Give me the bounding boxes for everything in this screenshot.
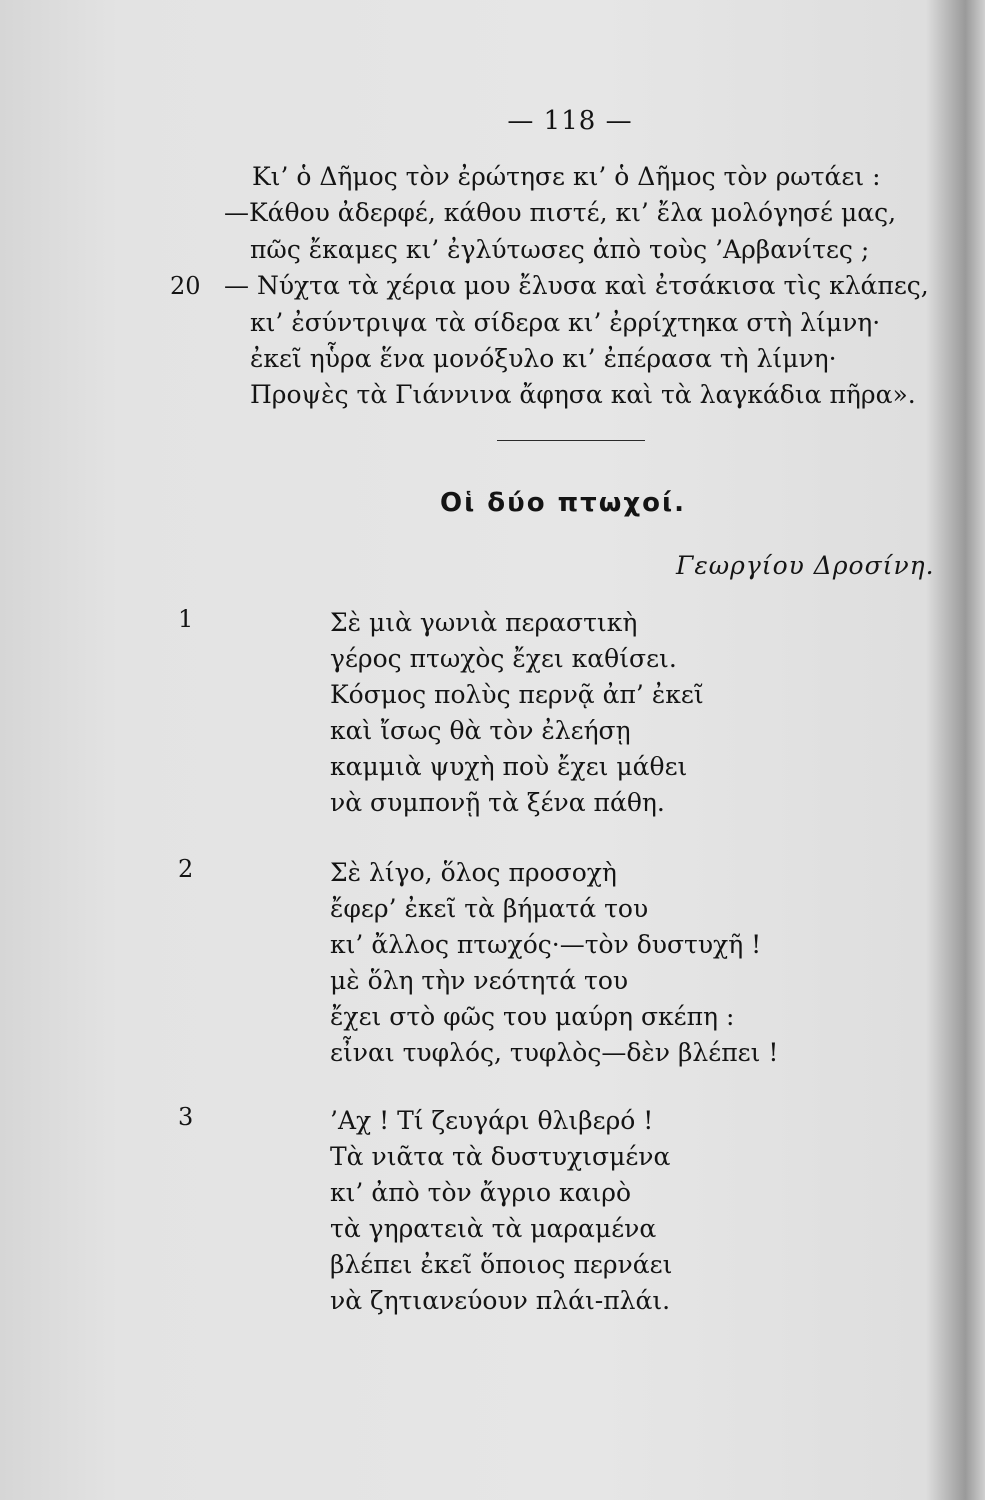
verse-line: Σὲ λίγο, ὅλος προσοχὴ xyxy=(330,858,617,887)
verse-line: —Κάθου ἀδερφέ, κάθου πιστέ, κι’ ἔλα μολόγησέ μας, xyxy=(224,198,897,227)
verse-line: βλέπει ἐκεῖ ὅποιος περνάει xyxy=(330,1250,673,1279)
stanza-number: 3 xyxy=(178,1103,194,1131)
stanza-number: 2 xyxy=(178,855,194,883)
verse-line: ἔχει στὸ φῶς του μαύρη σκέπη : xyxy=(330,1002,735,1031)
verse-line: κι’ ἄλλος πτωχός·—τὸν δυστυχῆ ! xyxy=(330,930,762,959)
section-divider xyxy=(497,440,645,441)
poem-author: Γεωργίου Δροσίνη. xyxy=(676,551,935,580)
stanza-number: 1 xyxy=(178,605,194,633)
verse-line: Κόσμος πολὺς περνᾷ ἀπ’ ἐκεῖ xyxy=(330,680,704,709)
verse-line: Προψὲς τὰ Γιάννινα ἄφησα καὶ τὰ λαγκάδια πῆρα». xyxy=(250,380,916,409)
verse-line: Τὰ νιᾶτα τὰ δυστυχισμένα xyxy=(330,1142,671,1171)
verse-line: Σὲ μιὰ γωνιὰ περαστικὴ xyxy=(330,608,638,637)
verse-line: τὰ γηρατειὰ τὰ μαραμένα xyxy=(330,1214,657,1243)
verse-line: νὰ ζητιανεύουν πλάι-πλάι. xyxy=(330,1286,671,1315)
verse-line: εἶναι τυφλός, τυφλὸς—δὲν βλέπει ! xyxy=(330,1038,779,1067)
verse-line: γέρος πτωχὸς ἔχει καθίσει. xyxy=(330,644,677,673)
verse-line: — Νύχτα τὰ χέρια μου ἔλυσα καὶ ἐτσάκισα τὶς κλάπες, xyxy=(224,271,929,300)
verse-line: νὰ συμπονῇ τὰ ξένα πάθη. xyxy=(330,788,665,817)
page-number: — 118 — xyxy=(507,106,633,136)
verse-line: κι’ ἐσύντριψα τὰ σίδερα κι’ ἐρρίχτηκα στὴ λίμνη· xyxy=(250,308,881,337)
verse-line: ’Αχ ! Τί ζευγάρι θλιβερό ! xyxy=(330,1106,654,1135)
verse-line: καὶ ἴσως θὰ τὸν ἐλεήσῃ xyxy=(330,716,631,745)
verse-line: μὲ ὅλη τὴν νεότητά του xyxy=(330,966,629,995)
verse-line: καμμιὰ ψυχὴ ποὺ ἔχει μάθει xyxy=(330,752,688,781)
verse-line: Κι’ ὁ Δῆμος τὸν ἐρώτησε κι’ ὁ Δῆμος τὸν ρωτάει : xyxy=(252,162,881,191)
verse-line: ἐκεῖ ηὗρα ἕνα μονόξυλο κι’ ἐπέρασα τὴ λίμνη· xyxy=(250,344,837,373)
poem-title: Οἱ δύο πτωχοί. xyxy=(440,488,687,518)
verse-line: ἔφερ’ ἐκεῖ τὰ βήματά του xyxy=(330,894,649,923)
verse-line: κι’ ἀπὸ τὸν ἄγριο καιρὸ xyxy=(330,1178,632,1207)
line-number: 20 xyxy=(170,272,201,300)
verse-line: πῶς ἔκαμες κι’ ἐγλύτωσες ἀπὸ τοὺς ’Αρβανίτες ; xyxy=(250,235,870,264)
